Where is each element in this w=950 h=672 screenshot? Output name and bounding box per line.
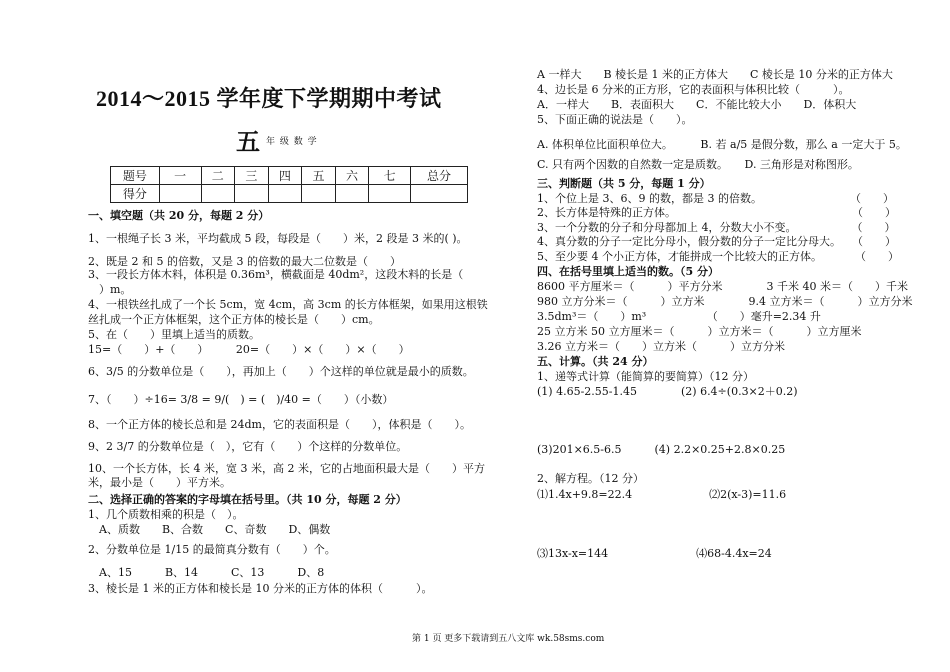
question-line: 2、既是 2 和 5 的倍数，又是 3 的倍数的最大二位数是（ ） xyxy=(88,255,401,268)
score-cell[interactable] xyxy=(268,185,302,203)
score-header: 二 xyxy=(201,167,235,185)
score-cell[interactable] xyxy=(201,185,235,203)
question-line: 丝扎成一个正方体框架，这个正方体的棱长是（ ）cm。 xyxy=(88,313,380,326)
question-line: 5、下面正确的说法是（ ）。 xyxy=(537,113,693,126)
score-cell[interactable] xyxy=(235,185,269,203)
option-line: A. 体积单位比面积单位大。 B. 若 a/5 是假分数，那么 a 一定大于 5。 xyxy=(537,138,907,151)
score-cell[interactable] xyxy=(335,185,369,203)
question-line: 9、2 3/7 的分数单位是（ ），它有（ ）个这样的分数单位。 xyxy=(88,440,408,453)
question-line: 米，最小是（ ）平方米。 xyxy=(88,476,231,489)
score-header: 六 xyxy=(335,167,369,185)
section-heading: 二、选择正确的答案的字母填在括号里。（共 10 分，每题 2 分） xyxy=(88,493,407,506)
score-header: 三 xyxy=(235,167,269,185)
question-line: 4、边长是 6 分米的正方形，它的表面积与体积比较（ ）。 xyxy=(537,83,850,96)
option-line: A．一样大 B．表面积大 C．不能比较大小 D．体积大 xyxy=(537,98,857,111)
section-heading: 四、在括号里填上适当的数。（5 分） xyxy=(537,265,719,278)
score-header: 五 xyxy=(302,167,336,185)
question-line: 1、一根绳子长 3 米，平均截成 5 段，每段是（ ）米，2 段是 3 米的( )。 xyxy=(88,232,468,245)
question-line: 6、3/5 的分数单位是（ ），再加上（ ）个这样的单位就是最小的质数。 xyxy=(88,365,474,378)
question-line: 1、递等式计算（能简算的要简算）（12 分） xyxy=(537,370,754,383)
score-header: 题号 xyxy=(111,167,160,185)
question-line: 2、长方体是特殊的正方体。 （ ） xyxy=(537,206,896,219)
equation-problem: ⑴1.4x+9.8=22.4 ⑵2(x-3)=11.6 xyxy=(537,488,787,501)
option-line: A 一样大 B 棱长是 1 米的正方体大 C 棱长是 10 分米的正方体大 xyxy=(537,68,893,81)
grade-number: 五 xyxy=(236,127,260,156)
question-line: 3、一个分数的分子和分母都加上 4，分数大小不变。 （ ） xyxy=(537,221,896,234)
question-line: 4、真分数的分子一定比分母小，假分数的分子一定比分母大。 （ ） xyxy=(537,235,896,248)
option-line: A、15 B、14 C、13 D、8 xyxy=(88,566,325,579)
section-heading: 一、填空题（共 20 分，每题 2 分） xyxy=(88,209,270,222)
score-header: 总分 xyxy=(411,167,468,185)
score-header: 七 xyxy=(369,167,411,185)
score-cell[interactable] xyxy=(159,185,201,203)
question-line: 3.5dm³＝（ ）m³ （ ）毫升=2.34 升 xyxy=(537,310,821,323)
score-header: 一 xyxy=(159,167,201,185)
question-line: 5、至少要 4 个小正方体，才能拼成一个比较大的正方体。 （ ） xyxy=(537,250,899,263)
question-line: 2、解方程。（12 分） xyxy=(537,472,644,485)
question-line: ）m。 xyxy=(88,283,132,296)
calc-problem: (3)201×6.5-6.5 (4) 2.2×0.25+2.8×0.25 xyxy=(537,443,786,456)
score-cell[interactable] xyxy=(411,185,468,203)
exam-title: 2014～2015 学年度下学期期中考试 xyxy=(96,86,442,111)
score-table-score-row xyxy=(111,185,468,203)
equation-problem: ⑶13x-x=144 ⑷68-4.4x=24 xyxy=(537,547,772,560)
score-cell[interactable] xyxy=(302,185,336,203)
question-line: 980 立方分米＝（ ）立方米 9.4 立方米＝（ ）立方分米 xyxy=(537,295,913,308)
score-table xyxy=(110,166,468,203)
section-heading: 三、判断题（共 5 分，每题 1 分） xyxy=(537,177,711,190)
score-header: 四 xyxy=(268,167,302,185)
question-line: 8、一个正方体的棱长总和是 24dm，它的表面积是（ ），体积是（ ）。 xyxy=(88,418,471,431)
score-table-header-row xyxy=(111,167,468,185)
score-cell[interactable] xyxy=(369,185,411,203)
section-heading: 五、计算。（共 24 分） xyxy=(537,355,654,368)
question-line: 7、（ ）÷16= 3/8 = 9/( ) = ( )/40 =（ ）（小数） xyxy=(88,393,394,406)
question-line: 1、个位上是 3、6、9 的数，都是 3 的倍数。 （ ） xyxy=(537,192,894,205)
question-line: 15=（ ）+（ ） 20=（ ）×（ ）×（ ） xyxy=(88,343,410,356)
calc-problem: (1) 4.65-2.55-1.45 (2) 6.4÷(0.3×2＋0.2) xyxy=(537,385,798,398)
option-line: C. 只有两个因数的自然数一定是质数。 D. 三角形是对称图形。 xyxy=(537,158,859,171)
question-line: 3、一段长方体木料，体积是 0.36m³，横截面是 40dm²，这段木料的长是（ xyxy=(88,268,464,281)
question-line: 4、一根铁丝扎成了一个长 5cm，宽 4cm，高 3cm 的长方体框架，如果用这根铁 xyxy=(88,298,488,311)
question-line: 25 立方米 50 立方厘米＝（ ）立方米＝（ ）立方厘米 xyxy=(537,325,862,338)
score-row-label: 得分 xyxy=(111,185,160,203)
question-line: 1、几个质数相乘的积是（ ）。 xyxy=(88,508,244,521)
page-footer: 第 1 页 更多下载请到五八文库 wk.58sms.com xyxy=(412,634,605,644)
question-line: 3.26 立方米＝（ ）立方米（ ）立方分米 xyxy=(537,340,785,353)
option-line: A、质数 B、合数 C、奇数 D、偶数 xyxy=(88,523,331,536)
question-line: 3、棱长是 1 米的正方体和棱长是 10 分米的正方体的体积（ ）。 xyxy=(88,582,433,595)
question-line: 10、一个长方体，长 4 米，宽 3 米，高 2 米，它的占地面积最大是（ ）平方 xyxy=(88,462,485,475)
grade-subject: 年 级 数 学 xyxy=(266,137,318,147)
question-line: 8600 平方厘米＝（ ）平方分米 3 千米 40 米＝（ ）千米 xyxy=(537,280,908,293)
question-line: 5、在（ ）里填上适当的质数。 xyxy=(88,328,260,341)
question-line: 2、分数单位是 1/15 的最简真分数有（ ）个。 xyxy=(88,543,336,556)
